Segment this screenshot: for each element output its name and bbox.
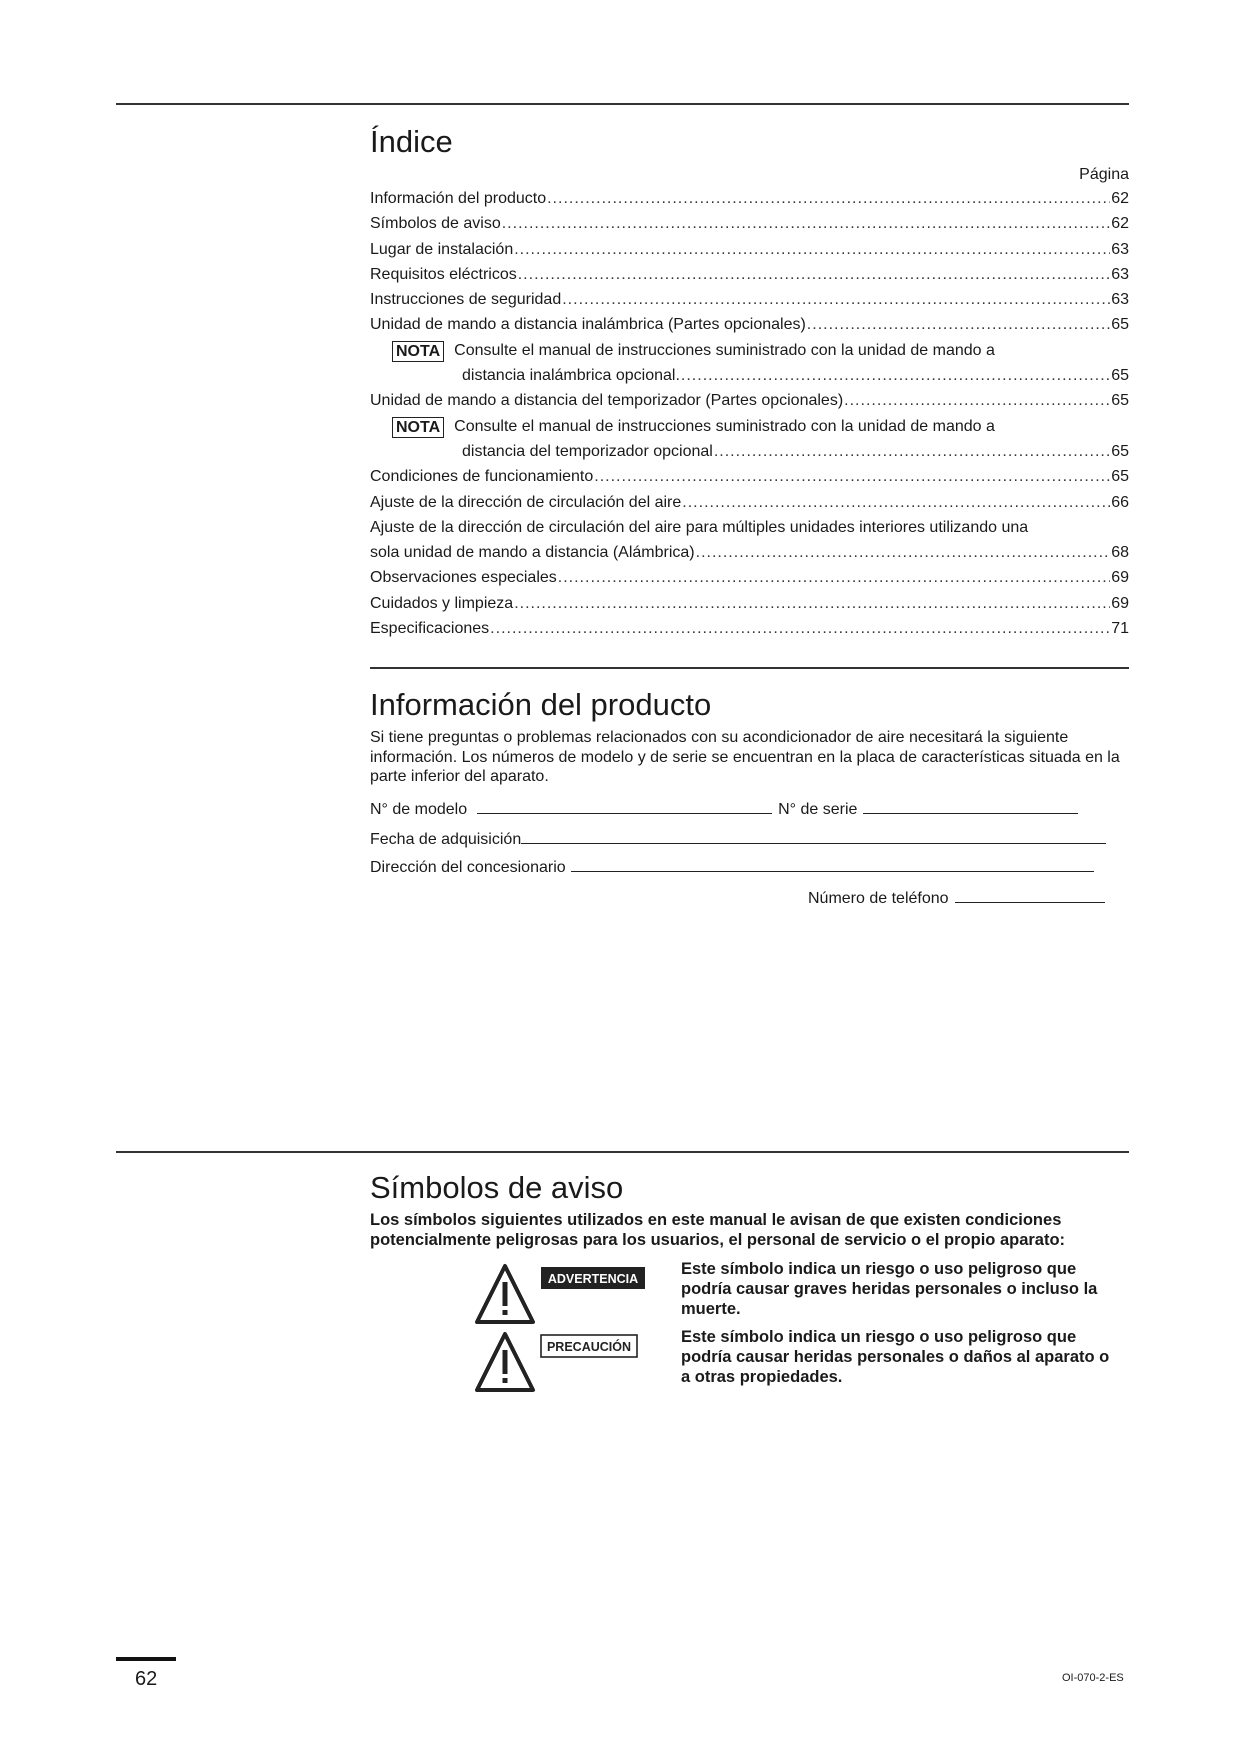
toc-entry[interactable]: [370, 312, 1129, 337]
toc-entry-page: 62: [1111, 190, 1129, 207]
warning-label: ADVERTENCIA: [547, 1272, 639, 1286]
table-of-contents: [370, 166, 1129, 641]
toc-entry-text: Ajuste de la dirección de circulación del aire para múltiples unidades interiores utilizando una: [370, 518, 1029, 536]
toc-title: Índice: [370, 124, 453, 159]
toc-entry[interactable]: [370, 591, 1129, 616]
toc-note: [370, 414, 1129, 439]
toc-entry-text: Lugar de instalación: [370, 240, 514, 258]
toc-entry-text: Requisitos eléctricos: [370, 265, 517, 283]
date-label: Fecha de adquisición: [370, 831, 522, 848]
model-serial-row: [370, 797, 1078, 819]
toc-entry-page: 65: [1111, 316, 1129, 334]
section-divider: [116, 1151, 1129, 1153]
toc-entry-page: 63: [1111, 291, 1129, 309]
toc-entry-page: 62: [1111, 215, 1129, 233]
page-number-bar: [116, 1657, 176, 1661]
caution-symbol: [475, 1330, 645, 1398]
toc-entry-heading[interactable]: [370, 515, 1129, 540]
toc-entry-text: Ajuste de la dirección de circulación del aire: [370, 493, 682, 511]
toc-note-continuation[interactable]: [370, 439, 1129, 464]
top-divider: [116, 103, 1129, 105]
toc-page-label: Página: [1079, 166, 1129, 183]
toc-entry-page: 65: [1111, 367, 1129, 385]
toc-entry-text: Información del producto: [370, 190, 547, 207]
toc-entry-page: 69: [1111, 569, 1129, 587]
product-info-title: Información del producto: [370, 687, 712, 722]
toc-entry[interactable]: [370, 262, 1129, 287]
dealer-label: Dirección del concesionario: [370, 859, 566, 876]
product-info-body: Si tiene preguntas o problemas relacionados con su acondicionador de aire necesitará la siguiente información. Los números de modelo y de serie se encuentran en la placa de características situada en la parte inferior del aparato.: [370, 729, 1120, 785]
toc-note-continuation[interactable]: [370, 363, 1129, 388]
toc-entry-page: 63: [1111, 265, 1129, 283]
warning-symbols-title: Símbolos de aviso: [370, 1170, 624, 1205]
page-number: 62: [135, 1668, 158, 1690]
dealer-field[interactable]: [571, 855, 1094, 872]
caution-label: PRECAUCIÓN: [546, 1340, 632, 1354]
toc-entry-text: Observaciones especiales: [370, 569, 557, 587]
toc-note: [370, 338, 1129, 363]
toc-entry-text: Condiciones de funcionamiento: [370, 468, 594, 486]
nota-label: NOTA: [392, 417, 444, 438]
toc-entry[interactable]: [370, 540, 1129, 565]
note-line: Consulte el manual de instrucciones suministrado con la unidad de mando a: [454, 341, 995, 359]
toc-entry-text: sola unidad de mando a distancia (Alámbrica): [370, 544, 695, 562]
toc-entry[interactable]: [370, 388, 1129, 413]
warning-symbol: [475, 1262, 645, 1330]
purchase-date-row: [370, 827, 1106, 849]
nota-label: NOTA: [392, 341, 444, 362]
toc-entry-text: Unidad de mando a distancia del temporizador (Partes opcionales): [370, 392, 844, 410]
note-line: Consulte el manual de instrucciones suministrado con la unidad de mando a: [454, 417, 995, 435]
toc-entry[interactable]: [370, 211, 1129, 236]
toc-entry-text: Instrucciones de seguridad: [370, 291, 562, 309]
note-line: distancia del temporizador opcional: [462, 442, 713, 460]
toc-entry[interactable]: [370, 565, 1129, 590]
toc-entry[interactable]: [370, 186, 1129, 211]
phone-field[interactable]: [955, 886, 1105, 903]
serial-label: N° de serie: [778, 801, 858, 818]
phone-row: [808, 886, 1105, 908]
dealer-row: [370, 855, 1094, 877]
date-field[interactable]: [521, 827, 1106, 844]
model-label: N° de modelo: [370, 801, 468, 818]
toc-entry-page: 65: [1111, 468, 1129, 486]
caution-triangle-icon: [475, 1330, 645, 1398]
toc-entry[interactable]: [370, 464, 1129, 489]
toc-entry[interactable]: [370, 490, 1129, 515]
toc-entry-page: 71: [1111, 620, 1129, 638]
toc-entry-text: Símbolos de aviso: [370, 215, 501, 233]
toc-entry-page: 69: [1111, 594, 1129, 612]
warning-symbols-intro: Los símbolos siguientes utilizados en este manual le avisan de que existen condiciones potencialmente peligrosas para los usuarios, el personal de servicio o el propio aparato:: [370, 1211, 1066, 1249]
model-field[interactable]: [477, 797, 772, 814]
phone-label: Número de teléfono: [808, 890, 949, 907]
toc-entry-page: 65: [1111, 442, 1129, 460]
toc-entry-text: Especificaciones: [370, 620, 490, 638]
toc-entry-page: 63: [1111, 240, 1129, 258]
toc-entry-page: 65: [1111, 392, 1129, 410]
toc-entry-text: Unidad de mando a distancia inalámbrica (Partes opcionales): [370, 316, 806, 334]
serial-field[interactable]: [863, 797, 1078, 814]
note-line: distancia inalámbrica opcional.: [462, 367, 680, 385]
toc-entry[interactable]: [370, 287, 1129, 312]
caution-description: Este símbolo indica un riesgo o uso peligroso que podría causar heridas personales o daños al aparato o a otras propiedades.: [681, 1328, 1110, 1386]
document-code: OI-070-2-ES: [1062, 1672, 1124, 1684]
toc-entry-page: 68: [1111, 544, 1129, 562]
toc-entry[interactable]: [370, 237, 1129, 262]
toc-entry[interactable]: [370, 616, 1129, 641]
warning-triangle-icon: [475, 1262, 645, 1330]
warning-description: Este símbolo indica un riesgo o uso peligroso que podría causar graves heridas personales o incluso la muerte.: [681, 1260, 1098, 1318]
section-divider: [370, 667, 1129, 669]
toc-entry-text: Cuidados y limpieza: [370, 594, 514, 612]
toc-entry-page: 66: [1111, 493, 1129, 511]
